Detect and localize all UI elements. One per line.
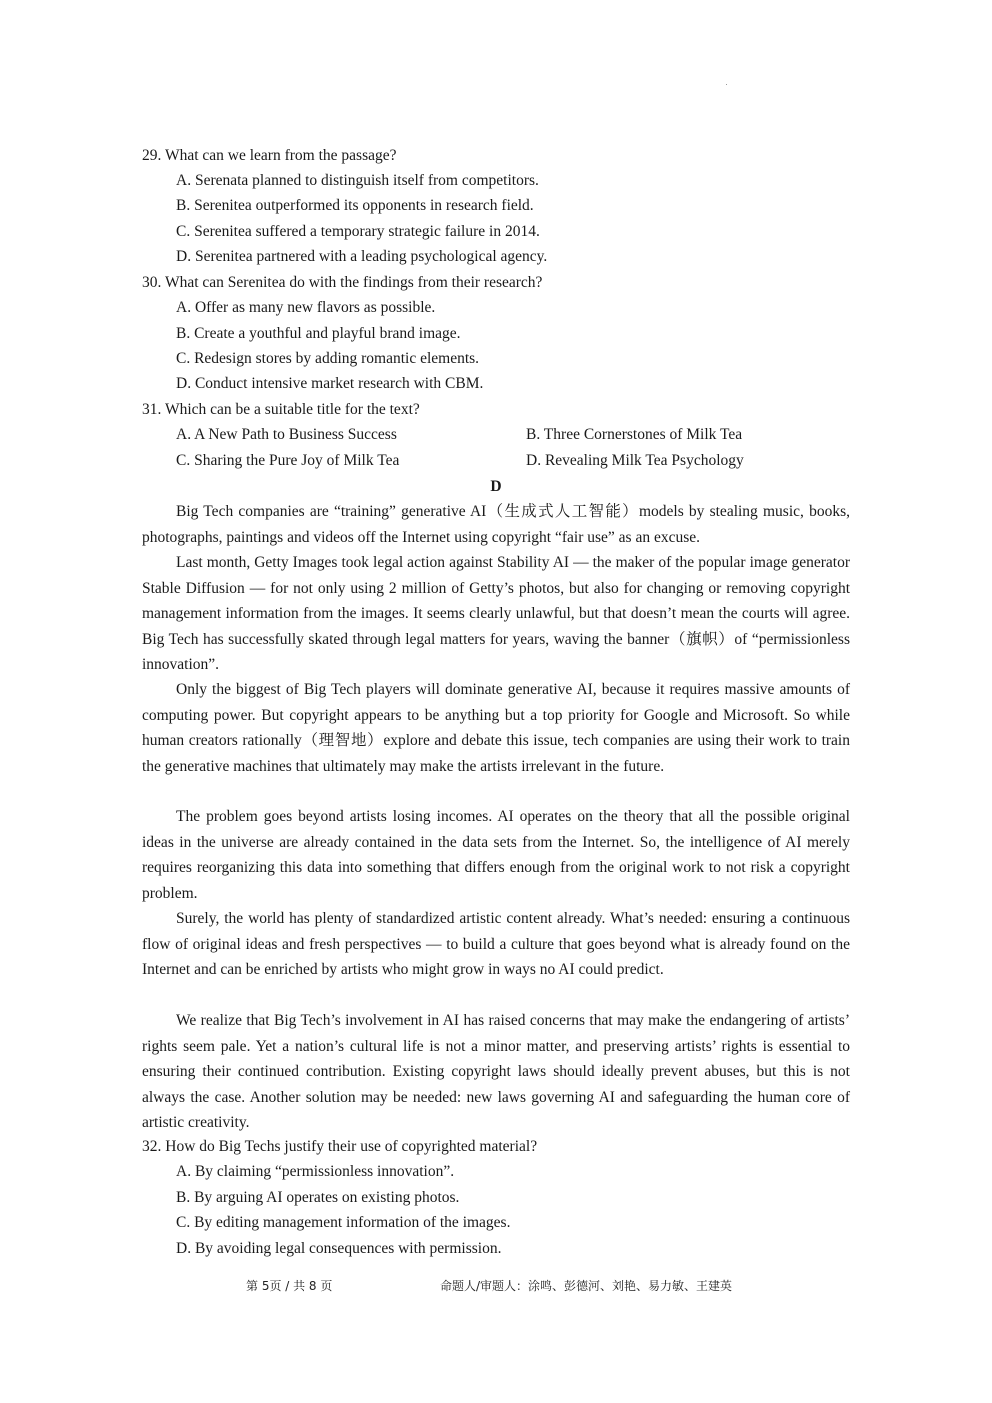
question-31-option-c: C. Sharing the Pure Joy of Milk Tea <box>176 452 400 469</box>
scan-speck <box>726 84 727 85</box>
section-heading: D <box>490 478 502 495</box>
page-number: 第 5页 / 共 8 页 <box>246 1279 333 1293</box>
question-31-option-d: D. Revealing Milk Tea Psychology <box>526 452 744 469</box>
question-32-option-d: D. By avoiding legal consequences with permission. <box>176 1240 502 1257</box>
question-29-option-c: C. Serenitea suffered a temporary strategic failure in 2014. <box>176 223 540 240</box>
passage-paragraph-4: The problem goes beyond artists losing incomes. AI operates on the theory that all the possible original ideas in the universe are already contained in the data sets from the Internet. So, the intelligence of AI merely requires reorganizing this data into something that differs enough from the original work to not risk a copyright problem. <box>142 808 850 902</box>
question-30-option-a: A. Offer as many new flavors as possible. <box>176 299 436 316</box>
passage-paragraph-3: Only the biggest of Big Tech players will dominate generative AI, because it requires massive amounts of computing power. But copyright appears to be anything but a top priority for Google and Microsoft. So while human creators rationally（理智地）explore and debate this issue, tech companies are using their work to train the generative machines that ultimately may make the artists irrelevant in the future. <box>142 681 850 775</box>
question-31-stem: 31. Which can be a suitable title for the text? <box>142 401 420 418</box>
question-32-stem: 32. How do Big Techs justify their use of copyrighted material? <box>142 1138 538 1155</box>
passage-paragraph-2: Last month, Getty Images took legal action against Stability AI — the maker of the popular image generator Stable Diffusion — for not only using 2 million of Getty’s photos, but also for changing or removing copyright management information from the images. It seems clearly unlawful, but that doesn’t mean the courts will agree. Big Tech has successfully skated through legal matters for years, waving the banner（旗帜）of “permissionless innovation”. <box>142 554 850 673</box>
question-30-option-c: C. Redesign stores by adding romantic elements. <box>176 350 480 367</box>
question-32-option-b: B. By arguing AI operates on existing photos. <box>176 1189 460 1206</box>
authors-credit: 命题人/审题人：涂鸣、彭德河、刘艳、易力敏、王建英 <box>440 1279 733 1293</box>
question-29-option-b: B. Serenitea outperformed its opponents in research field. <box>176 197 534 214</box>
question-29-option-a: A. Serenata planned to distinguish itself from competitors. <box>176 172 539 189</box>
question-30-stem: 30. What can Serenitea do with the findings from their research? <box>142 274 543 291</box>
passage-paragraph-6: We realize that Big Tech’s involvement in AI has raised concerns that may make the endangering of artists’ rights seem pale. Yet a nation’s cultural life is not a minor matter, and preserving artists’ rights is essential to ensuring their continued contribution. Existing copyright laws should ideally prevent abuses, but this is not always the case. Another solution may be needed: new laws governing AI and safeguarding the human core of artistic creativity. <box>142 1012 850 1131</box>
question-32-option-c: C. By editing management information of the images. <box>176 1214 511 1231</box>
question-30-option-d: D. Conduct intensive market research with CBM. <box>176 375 484 392</box>
question-29-option-d: D. Serenitea partnered with a leading psychological agency. <box>176 248 548 265</box>
question-29-stem: 29. What can we learn from the passage? <box>142 147 397 164</box>
passage-paragraph-5: Surely, the world has plenty of standardized artistic content already. What’s needed: ensuring a continuous flow of original ideas and fresh perspectives — to build a culture that goes beyond what is already found on the Internet and can be enriched by artists who might grow in ways no AI could predict. <box>142 910 850 978</box>
passage-paragraph-1: Big Tech companies are “training” generative AI（生成式人工智能）models by stealing music, books, photographs, paintings and videos off the Internet using copyright “fair use” as an excuse. <box>142 503 850 546</box>
question-31-option-a: A. A New Path to Business Success <box>176 426 397 443</box>
question-31-option-b: B. Three Cornerstones of Milk Tea <box>526 426 743 443</box>
question-32-option-a: A. By claiming “permissionless innovation”. <box>176 1163 455 1180</box>
question-30-option-b: B. Create a youthful and playful brand image. <box>176 325 461 342</box>
